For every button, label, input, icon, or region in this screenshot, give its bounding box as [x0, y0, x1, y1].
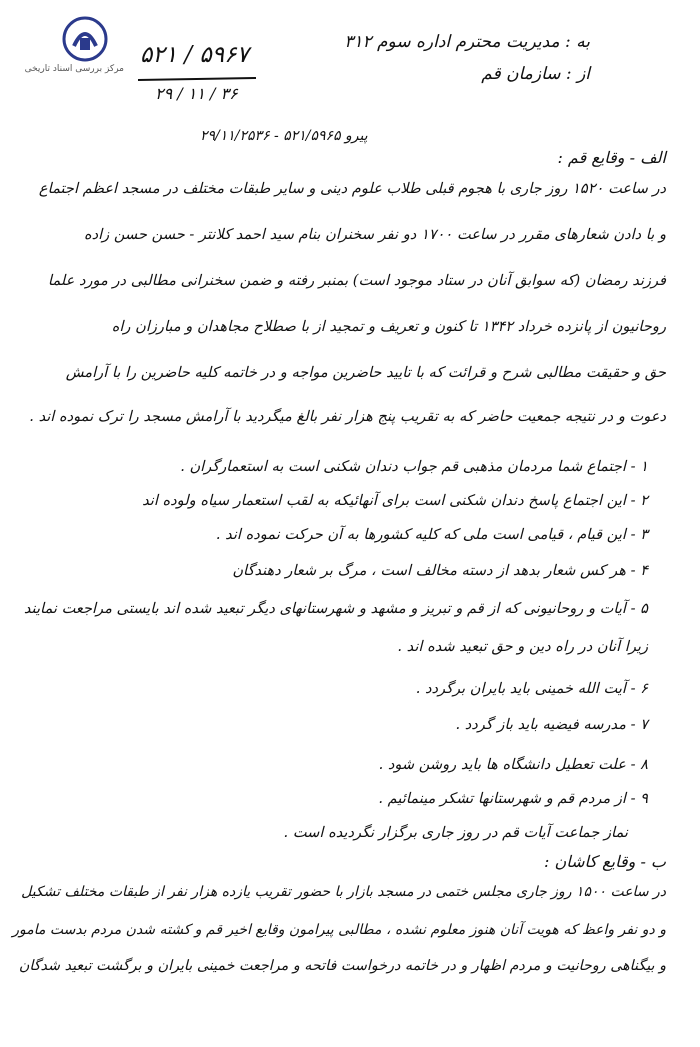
archive-logo	[14, 16, 124, 78]
section-b-title: ب - وقایع کاشان :	[544, 852, 666, 871]
paragraph-line: در ساعت ۱۵۲۰ روز جاری با هجوم قبلی طلاب علوم دینی و سایر طبقات مختلف در مسجد اعظم اجتماع	[38, 180, 666, 197]
list-item: ۹ - از مردم قم و شهرستانها تشکر مینمائیم .	[378, 790, 648, 807]
list-item: ۷ - مدرسه فیضیه باید باز گردد .	[455, 716, 648, 733]
paragraph-line: و دو نفر واعظ که هویت آنان هنوز معلوم نشده ، مطالبی پیرامون وقایع اخیر قم و کشته شدن مردم بدست مامور	[12, 922, 666, 938]
addressee-from: از : سازمان قم	[481, 64, 590, 84]
list-item: زیرا آنان در راه دین و حق تبعید شده اند .	[397, 638, 648, 655]
addressee-to: به : مدیریت محترم اداره سوم ۳۱۲	[344, 32, 590, 52]
section-a-title: الف - وقایع قم :	[557, 148, 666, 167]
list-item: ۲ - این اجتماع پاسخ دندان شکنی است برای آنهائیکه به لقب استعمار سیاه ولوده اند	[142, 492, 648, 509]
letter-number: ۵۲۱ / ۵۹۶۷	[140, 42, 249, 68]
list-item: ۳ - این قیام ، قیامی است ملی که کلیه کشورها به آن حرکت نموده اند .	[215, 526, 648, 543]
list-item: ۵ - آیات و روحانیونی که از قم و تبریز و مشهد و شهرستانهای دیگر تبعید شده اند بایستی مراجعت نمایند	[23, 600, 648, 617]
paragraph-line: فرزند رمضان (که سوابق آنان در ستاد موجود است) بمنبر رفته و ضمن سخنرانی مطالبی در مورد علما	[47, 272, 666, 289]
archive-name: مرکز بررسی اسناد تاریخی	[24, 64, 124, 74]
paragraph-line: روحانیون از پانزده خرداد ۱۳۴۲ تا کنون و تعریف و تمجید از با صطلاح مجاهدان و مبارزان راه	[111, 318, 666, 335]
closing-note: نماز جماعت آیات قم در روز جاری برگزار نگردیده است .	[283, 824, 628, 841]
paragraph-line: حق و حقیقت مطالبی شرح و قرائت که با تایید حاضرین مواجه و در خاتمه کلیه حاضرین را با آرامش	[65, 364, 666, 381]
list-item: ۱ - اجتماع شما مردمان مذهبی قم جواب دندان شکنی است به استعمارگران .	[180, 458, 648, 475]
paragraph-line: در ساعت ۱۵۰۰ روز جاری مجلس ختمی در مسجد بازار با حضور تقریب یازده هزار نفر از طبقات مختلف تشکیل	[21, 884, 666, 900]
list-item: ۶ - آیت الله خمینی باید بایران برگردد .	[415, 680, 648, 697]
letter-date: ۲۹ / ۱۱ / ۳۶	[155, 84, 238, 103]
list-item: ۴ - هر کس شعار بدهد از دسته مخالف است ، مرگ بر شعار دهندگان	[232, 562, 648, 579]
reference-line: پیرو ۵۲۱/۵۹۶۵ - ۲۹/۱۱/۲۵۳۶	[200, 128, 368, 144]
number-underline	[138, 77, 256, 81]
paragraph-line: و با دادن شعارهای مقرر در ساعت ۱۷۰۰ دو نفر سخنران بنام سید احمد کلانتر - حسن حسن زاده	[83, 226, 666, 243]
list-item: ۸ - علت تعطیل دانشگاه ها باید روشن شود .	[378, 756, 648, 773]
paragraph-line: دعوت و در نتیجه جمعیت حاضر که به تقریب پنج هزار نفر بالغ میگردید با آرامش مسجد را ترک نموده اند .	[29, 408, 666, 425]
paragraph-line: و بیگناهی روحانیت و مردم اظهار و در خاتمه درخواست فاتحه و مراجعت خمینی بایران و برگشت تبعید شدگان	[18, 958, 666, 974]
archive-center-logo-icon	[62, 16, 108, 62]
